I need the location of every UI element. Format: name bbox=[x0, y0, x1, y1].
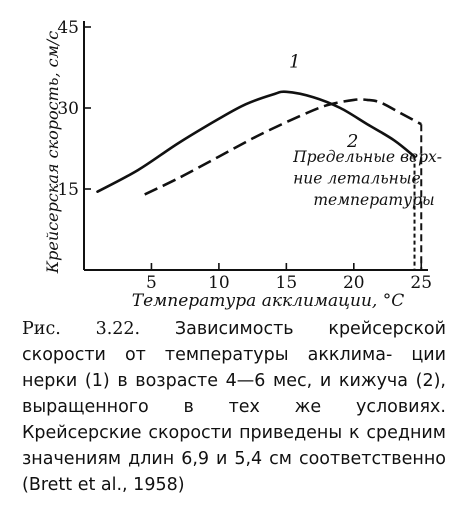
axes bbox=[84, 21, 428, 270]
figure-caption bbox=[22, 316, 446, 498]
series-label-2: 2 bbox=[347, 130, 359, 152]
x-tick-label: 5 bbox=[146, 273, 157, 293]
caption-line: и кижуча (2), выращенного в тех bbox=[22, 371, 446, 417]
annotations bbox=[292, 148, 442, 209]
caption-line: ции нерки (1) в возрасте 4—6 мес, bbox=[22, 345, 446, 391]
series-label-1: 1 bbox=[289, 51, 301, 73]
y-axis-label: Крейсерская скорость, см/с bbox=[43, 30, 62, 274]
x-axis-label: Температура акклимации, °C bbox=[131, 291, 405, 311]
annotation-text: Предельные верх- bbox=[293, 148, 443, 166]
x-tick-label: 25 bbox=[410, 273, 433, 293]
annotation-text: температуры bbox=[313, 191, 435, 210]
caption-line: 6,9 и 5,4 см соответственно (Brett bbox=[22, 449, 446, 495]
x-tick-label: 10 bbox=[208, 273, 230, 293]
caption-line: приведены к средним значениям длин bbox=[22, 423, 447, 469]
x-tick-label: 20 bbox=[342, 273, 365, 293]
caption-line: скорости от температуры акклима- bbox=[22, 345, 393, 365]
x-tick-label: 15 bbox=[275, 273, 298, 293]
annotation-text: ние летальные bbox=[293, 169, 421, 188]
y-tick-label: 45 bbox=[57, 18, 79, 38]
caption-line: et al., 1958) bbox=[77, 475, 185, 495]
caption-line: же условиях. Крейсерские скорости bbox=[22, 397, 446, 443]
caption-label: Рис. 3.22. bbox=[22, 319, 141, 339]
caption-line: Зависимость крейсерской bbox=[174, 319, 446, 339]
y-tick-label: 15 bbox=[57, 180, 79, 200]
y-tick-label: 30 bbox=[57, 99, 79, 119]
